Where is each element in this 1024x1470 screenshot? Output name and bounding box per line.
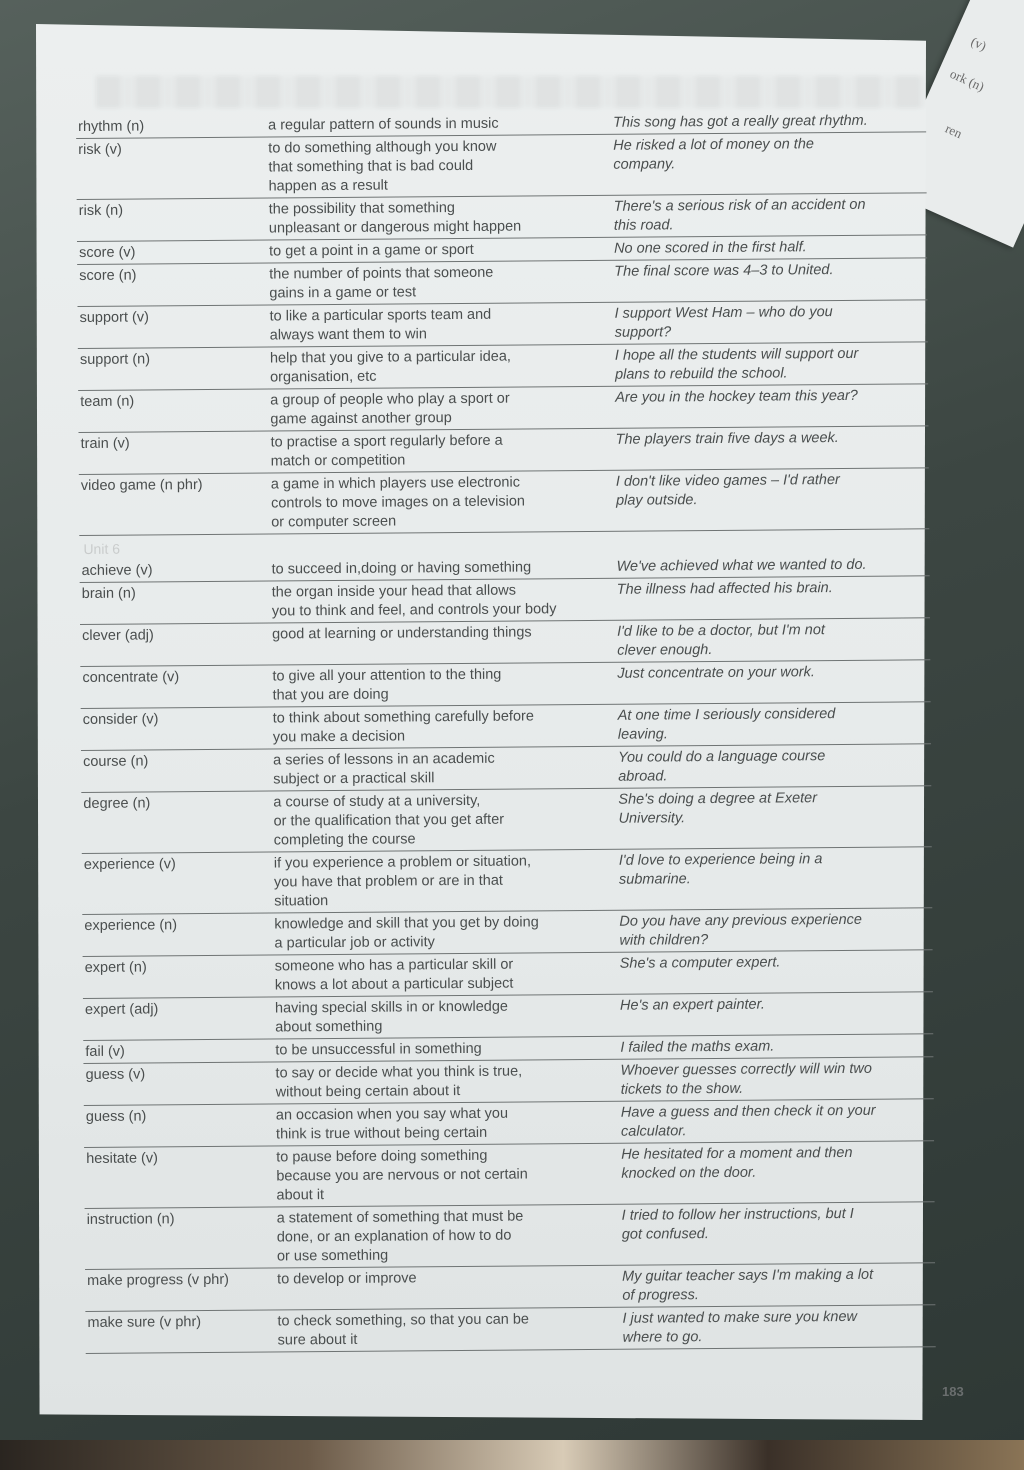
vocab-term: hesitate (v) [86,1150,158,1167]
floor-strip [0,1440,1024,1470]
vocab-example: Whoever guesses correctly will win two tickets to the show. [620,1060,872,1098]
vocab-term: risk (n) [78,202,124,219]
vocab-definition: an occasion when you say what you think is true without being certain [275,1105,509,1143]
vocab-row [80,576,930,625]
vocab-term: video game (n phr) [80,477,203,494]
vocab-row [82,847,932,915]
vocab-definition: to pause before doing something because you are nervous or not certain about it [276,1147,528,1204]
vocab-example: My guitar teacher says I'm making a lot of progress. [622,1266,874,1304]
vocab-example: He hesitated for a moment and then knocked on the door. [621,1144,853,1182]
vocab-definition: to be unsuccessful in something [275,1040,482,1059]
vocab-term: team (n) [80,393,135,410]
corner-note-text-2: ork (n) [947,65,987,95]
vocab-example: I just wanted to make sure you knew where to go. [622,1308,858,1346]
vocab-term: risk (v) [78,141,122,158]
vocab-example: There's a serious risk of an accident on this road. [613,196,866,234]
vocab-example: I support West Ham – who do you support? [614,304,833,341]
vocab-definition: if you experience a problem or situation, you have that problem or are in that situation [273,853,532,910]
vocab-term: support (n) [79,351,151,368]
vocab-definition: to get a point in a game or sport [269,241,474,260]
vocab-example: The illness had affected his brain. [616,580,833,598]
vocab-example: The players train five days a week. [615,430,839,448]
vocab-example: He's an expert painter. [619,996,765,1014]
vocab-row [81,744,931,793]
vocab-example: I tried to follow her instructions, but I got confused. [621,1205,854,1243]
vocab-example: Do you have any previous experience with children? [619,911,863,949]
vocab-example: She's doing a degree at Exeter University. [618,790,818,827]
vocab-example: No one scored in the first half. [613,239,807,257]
vocab-row [78,384,928,433]
vocab-definition: the organ inside your head that allows you to think and feel, and controls your body [271,582,557,620]
vocab-term: expert (n) [84,959,147,976]
vocab-term: fail (v) [85,1043,125,1060]
vocab-term: experience (v) [83,856,176,873]
vocab-definition: to practise a sport regularly before a match or competition [270,432,503,470]
vocab-term: degree (n) [83,795,151,812]
vocab-term: score (v) [79,244,136,261]
vocab-term: make sure (v phr) [87,1314,202,1331]
vocab-row [77,258,927,307]
vocab-row [84,1099,934,1148]
vocab-example: I failed the maths exam. [620,1038,775,1056]
vocab-example: Are you in the hockey team this year? [615,387,858,406]
vocab-example: I'd like to be a doctor, but I'm not clever enough. [617,622,825,659]
vocab-term: instruction (n) [86,1211,175,1228]
vocab-row [85,1263,935,1312]
vocab-example: The final score was 4–3 to United. [614,262,834,280]
faint-header-bleed [96,76,926,108]
vocab-term: expert (adj) [84,1001,159,1018]
vocab-row [85,1202,935,1270]
vocab-row [78,426,928,475]
vocab-example: He risked a lot of money on the company. [613,136,815,173]
vocab-definition: to succeed in,doing or having something [271,559,532,578]
vocab-definition: knowledge and skill that you get by doing a particular job or activity [274,914,539,952]
page-number: 183 [942,1384,964,1399]
vocab-example: This song has got a really great rhythm. [613,112,868,131]
vocab-definition: help that you give to a particular idea, organisation, etc [269,348,511,386]
vocab-example: She's a computer expert. [619,954,781,972]
vocab-example: I don't like video games – I'd rather play outside. [615,472,840,509]
vocab-row [80,660,930,709]
vocab-row [78,300,928,349]
vocab-example: I'd love to experience being in a submarine. [618,851,823,888]
vocab-example: You could do a language course abroad. [617,748,826,785]
vocab-term: experience (n) [84,917,178,934]
vocab-definition: a course of study at a university, or the qualification that you get after completing the course [273,792,505,849]
vocab-row [79,468,929,536]
vocab-row [81,786,931,854]
vocab-row [76,132,926,200]
vocab-term: train (v) [80,435,130,452]
vocab-term: guess (n) [85,1108,147,1125]
vocab-definition: to give all your attention to the thing that you are doing [272,666,502,704]
vocab-definition: good at learning or understanding things [272,624,532,643]
vocab-definition: a series of lessons in an academic subject or a practical skill [273,750,495,788]
section-label: Unit 6 [83,540,121,557]
vocab-definition: the possibility that something unpleasant or dangerous might happen [268,200,522,237]
vocab-row [83,1057,933,1106]
vocab-definition: a statement of something that must be done, or an explanation of how to do or use something [276,1208,524,1265]
vocab-definition: to develop or improve [277,1270,417,1288]
vocab-term: rhythm (n) [78,118,145,135]
vocab-row [77,193,927,242]
vocab-example: Have a guess and then check it on your calculator. [620,1102,876,1140]
vocab-definition: having special skills in or knowledge about something [274,998,509,1036]
vocab-definition: a group of people who play a sport or game against another group [270,390,510,428]
vocab-row [83,950,933,999]
vocab-definition: the number of points that someone gains in a game or test [269,264,494,302]
corner-note-text-1: (v) [968,33,989,54]
vocab-row [84,1141,934,1209]
vocab-example: I hope all the students will support our plans to rebuild the school. [614,345,859,383]
vocabulary-rows-top [76,109,929,536]
vocab-term: guess (v) [85,1066,146,1083]
vocab-term: achieve (v) [81,562,153,579]
vocab-term: support (v) [79,309,149,326]
vocab-example: Just concentrate on your work. [617,664,815,682]
vocab-example: We've achieved what we wanted to do. [616,556,867,575]
vocab-row [83,992,933,1041]
vocab-term: clever (adj) [82,627,154,644]
vocab-term: brain (n) [81,585,136,602]
vocab-term: make progress (v phr) [87,1271,230,1289]
corner-note-text-3: ren [943,120,965,142]
vocab-term: course (n) [83,753,149,770]
vocabulary-list [76,109,936,1354]
vocab-definition: to like a particular sports team and always want them to win [269,306,492,344]
vocab-term: consider (v) [82,711,159,728]
vocab-definition: someone who has a particular skill or knows a lot about a particular subject [274,956,514,994]
vocab-definition: to do something although you know that something that is bad could happen as a result [268,138,497,195]
vocab-definition: to check something, so that you can be sure about it [277,1311,530,1349]
vocab-definition: to think about something carefully before you make a decision [272,708,534,746]
vocab-definition: a game in which players use electronic controls to move images on a television or computer screen [270,474,525,531]
vocab-row [78,342,928,391]
vocab-row [85,1305,935,1354]
vocab-definition: to say or decide what you think is true, without being certain about it [275,1063,523,1101]
vocab-term: score (n) [79,267,137,284]
vocab-example: At one time I seriously considered leaving. [617,706,836,743]
vocab-definition: a regular pattern of sounds in music [268,115,499,134]
vocabulary-rows-bottom [79,553,935,1354]
vocab-row [81,702,931,751]
vocab-row [82,908,932,957]
vocab-row [80,618,930,667]
vocab-term: concentrate (v) [82,669,180,686]
